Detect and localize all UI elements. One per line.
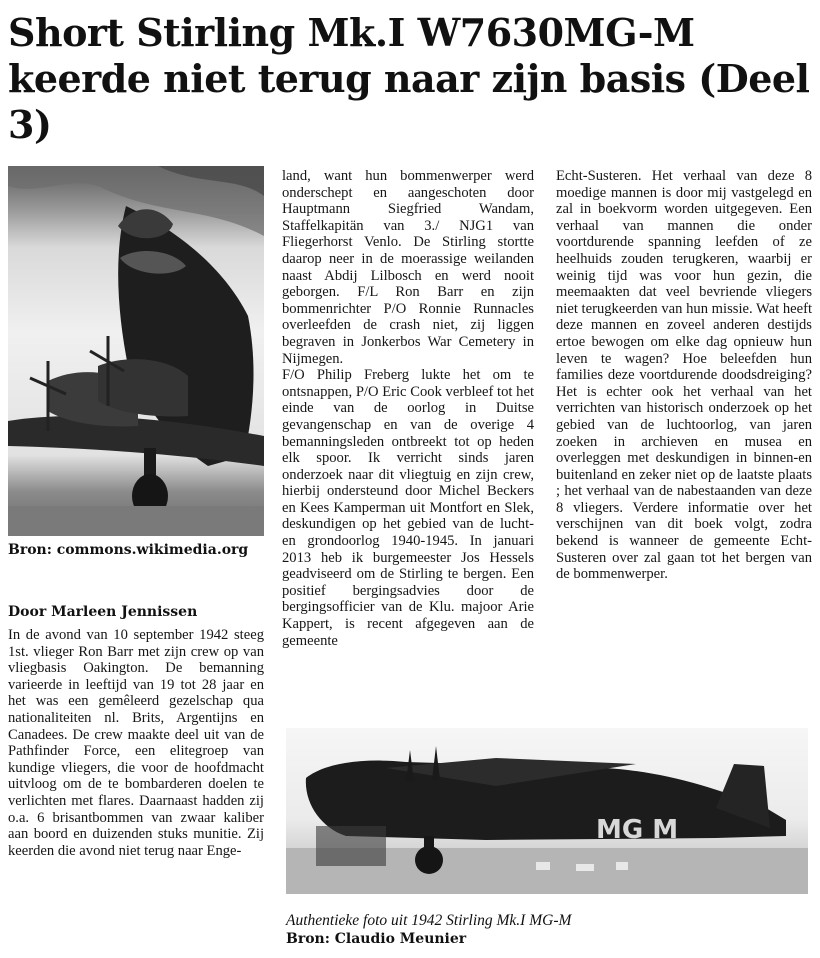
bomber-closeup-illustration bbox=[8, 166, 264, 536]
article-column-2 bbox=[282, 168, 534, 649]
photo-credit-top: Bron: commons.wikimedia.org bbox=[8, 542, 249, 558]
photo-caption: Authentieke foto uit 1942 Stirling Mk.I MG-M bbox=[286, 912, 572, 929]
fuselage-code: MG M bbox=[596, 815, 679, 845]
bomber-side-illustration bbox=[286, 728, 808, 894]
article-column-1 bbox=[8, 627, 264, 859]
stirling-bomber-photo-1942 bbox=[286, 728, 808, 894]
photo-credit-bottom: Bron: Claudio Meunier bbox=[286, 931, 467, 947]
column-3-text: Echt-Susteren. Het verhaal van deze 8 moedige mannen is door mij vastgelegd en zal in boekvorm worden uitgegeven. Een verhaal van mannen die onder voortdurende spanning leefden of ze heelhuids zouden terugkeren, waarbij er weinig tijd was voor hun gezin, die meemaakten dat veel bevriende vliegers niet terugkeerden van hun missie. Wat heeft deze mannen en zoveel anderen destijds ertoe bewogen om elke dag opnieuw hun leven te wagen? Hoe beleefden hun families deze voortdurende doodsdreiging? Het is echter ook het verhaal van het verrichten van historisch onderzoek op het gebied van de luchtoorlog, van jaren zoeken in archieven en musea en overleggen met deskundigen in binnen-en buitenland en zeker niet op de laatste plaats ; het verhaal van de nabestaanden van deze 8 vliegers. Verdere informatie over het verschijnen van dit boek volgt, zodra bekend is wanneer de gemeente Echt-Susteren over zal gaan tot het bergen van de bommenwerper. bbox=[556, 168, 812, 583]
column-1-text: In de avond van 10 september 1942 steeg 1st. vlieger Ron Barr met zijn crew op van vliegbasis Oakington. De bemanning varieerde in leeftijd van 19 tot 28 jaar en het was een gemêleerd gezelschap qua nationaliteiten nl. Brits, Argentijns en Canadees. De crew maakte deel uit van de Pathfinder Force, een elitegroep van kundige vliegers, die voor de hoofdmacht uitvloog om de te bombarderen doelen te verlichten met flares. Daarnaast hadden zij o.a. 6 brisantbommen van zwaar kaliber aan boord en duizenden stuks munitie. Zij keerden die avond niet terug naar Enge- bbox=[8, 627, 264, 859]
article-byline: Door Marleen Jennissen bbox=[8, 604, 198, 620]
column-2-paragraph-2: F/O Philip Freberg lukte het om te ontsnappen, P/O Eric Cook verbleef tot het einde van de oorlog in Duitse gevangenschap en van de overige 4 bemanningsleden ontbreekt tot op heden elk spoor. Ik verricht sinds jaren onderzoek naar dit vliegtuig en zijn crew, hierbij ondersteund door Michel Beckers en Kees Kamperman uit Montfort en Slek, deskundigen op het gebied van de lucht- en grondoorlog 1940-1945. In januari 2013 heb ik burgemeester Jos Hessels geadviseerd om de Stirling te bergen. Een positief bergingsadvies door de bergingsofficier van de Klu. majoor Arie Kappert, is recent afgegeven aan de gemeente bbox=[282, 367, 534, 649]
article-column-3 bbox=[556, 168, 812, 583]
article-headline: Short Stirling Mk.I W7630MG-M keerde niet terug naar zijn basis (Deel 3) bbox=[8, 10, 810, 147]
column-2-paragraph-1: land, want hun bommenwerper werd onderschept en aangeschoten door Hauptmann Siegfried Wandam, Staffelkapitän van 3./ NJG1 van Fliegerhorst Venlo. De Stirling stortte daarop neer in de moerassige weilanden naast Abdij Lilbosch en werd nooit geborgen. F/L Ron Barr en zijn bommenrichter P/O Ronnie Runnacles overleefden de crash niet, zij liggen begraven in Jonkerbos War Cemetery in Nijmegen. bbox=[282, 168, 534, 367]
stirling-bomber-photo-closeup bbox=[8, 166, 264, 536]
